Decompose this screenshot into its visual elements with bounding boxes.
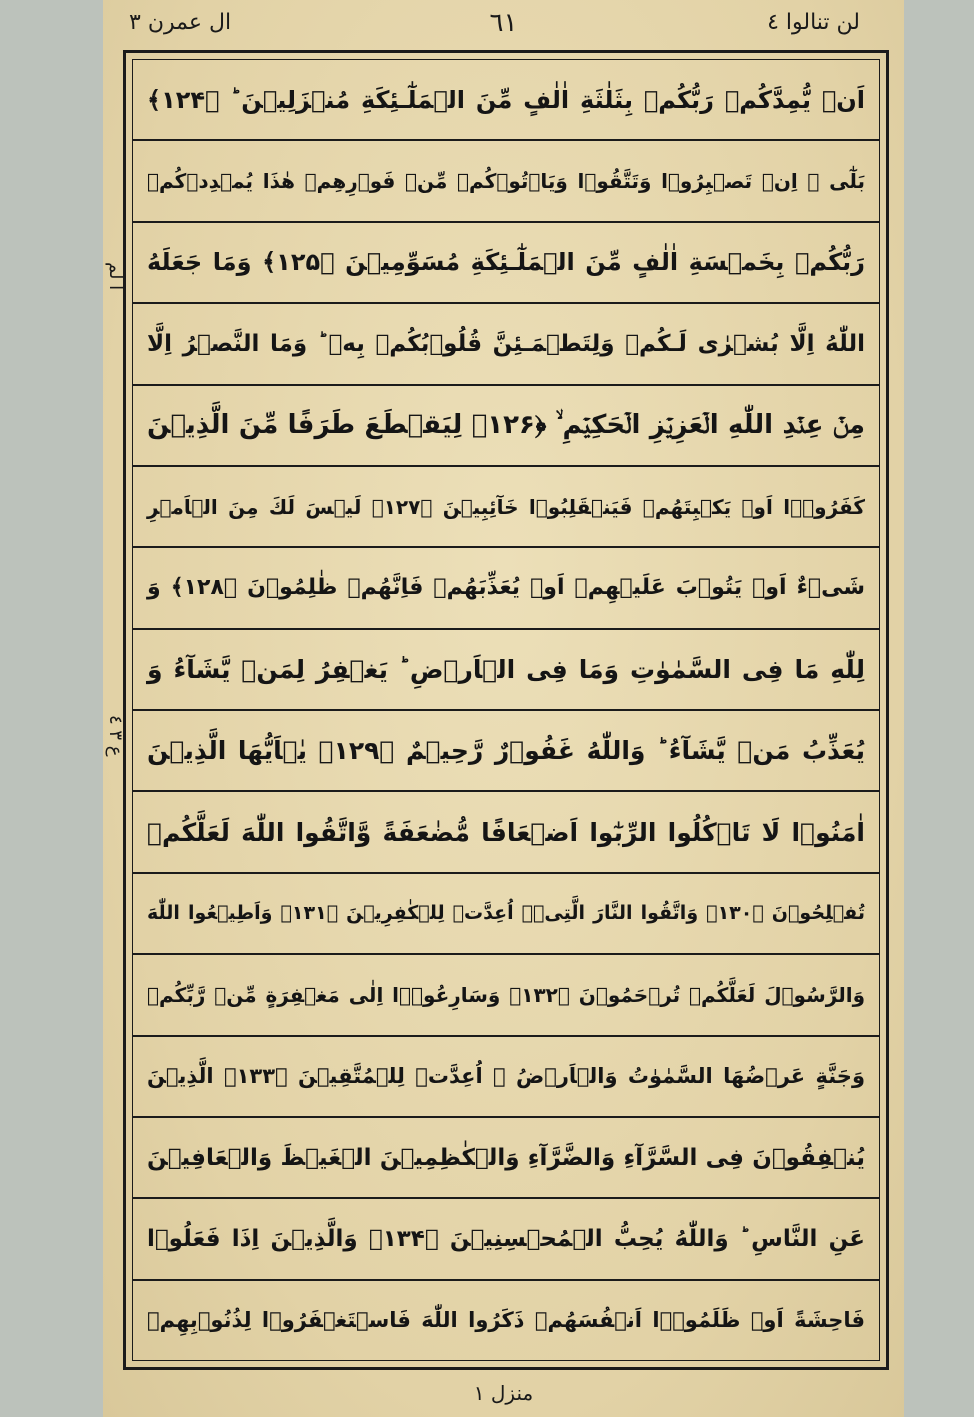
text-line bbox=[133, 386, 879, 467]
verse-text: تُفۡلِحُوۡنَ ﴿۱۳۰﴾ وَاتَّقُوا النَّارَ الَّتِىۡۤ اُعِدَّتۡ لِلۡكٰفِرِيۡنَ ﴿۱۳۱﴾ وَاَطِيۡعُوا اللّٰهَ bbox=[147, 902, 865, 925]
text-line bbox=[133, 60, 879, 141]
text-line bbox=[133, 1118, 879, 1199]
verse-text: وَالرَّسُوۡلَ لَعَلَّكُمۡ تُرۡحَمُوۡنَ ﴿۱۳۲﴾ وَسَارِعُوۡۤا اِلٰى مَغۡفِرَةٍ مِّنۡ رَّبِّكُمۡ bbox=[147, 982, 865, 1007]
text-line bbox=[133, 955, 879, 1036]
verse-text: كَفَرُوۡۤا اَوۡ يَكۡبِتَهُمۡ فَيَنۡقَلِبُوۡا خَآئِبِيۡنَ ﴿۱۲۷﴾ لَيۡسَ لَكَ مِنَ الۡاَمۡرِ bbox=[147, 494, 865, 519]
page-number: ٦١ bbox=[489, 8, 518, 38]
verse-text: فَاحِشَةً اَوۡ ظَلَمُوۡۤا اَنۡفُسَهُمۡ ذَكَرُوا اللّٰهَ فَاسۡتَغۡفَرُوۡا لِذُنُوۡبِهِمۡ bbox=[147, 1308, 865, 1333]
text-line bbox=[133, 467, 879, 548]
margin-note-ruku-top: ا لم bbox=[105, 262, 126, 291]
text-line bbox=[133, 792, 879, 873]
text-line bbox=[133, 630, 879, 711]
text-frame-inner bbox=[132, 59, 880, 1361]
juz-title: لن تنالوا ٤ bbox=[767, 10, 860, 35]
verse-text: يُنۡفِقُوۡنَ فِى السَّرَّآءِ وَالضَّرَّآءِ وَالۡكٰظِمِيۡنَ الۡغَيۡظَ وَالۡعَافِيۡنَ bbox=[147, 1144, 865, 1171]
surah-title: ال عمرن ٣ bbox=[129, 10, 232, 35]
margin-note-ruku-bottom: ع ٣ ٤ bbox=[105, 715, 126, 757]
verse-text: عَنِ النَّاسِ ؕ وَاللّٰهُ يُحِبُّ الۡمُحۡسِنِيۡنَ ﴿۱۳۴﴾ وَالَّذِيۡنَ اِذَا فَعَلُوۡا bbox=[147, 1225, 865, 1252]
text-line bbox=[133, 1037, 879, 1118]
text-frame bbox=[123, 50, 889, 1370]
verse-text: اللّٰهُ اِلَّا بُشۡرٰى لَـكُمۡ وَلِتَطۡمَـئِنَّ قُلُوۡبُكُمۡ بِهٖ ؕ وَمَا النَّصۡرُ اِلَّا bbox=[147, 330, 865, 357]
page-paper bbox=[103, 0, 904, 1417]
verse-text: اٰمَنُوۡا لَا تَاۡكُلُوا الرِّبٰٓوا اَضۡعَافًا مُّضٰعَفَةً وَّاتَّقُوا اللّٰهَ لَعَلَّكُمۡ bbox=[147, 817, 865, 847]
verse-text: لِلّٰهِ مَا فِى السَّمٰوٰتِ وَمَا فِى الۡاَرۡضِ ؕ يَغۡفِرُ لِمَنۡ يَّشَآءُ وَ bbox=[147, 654, 865, 684]
text-line bbox=[133, 304, 879, 385]
text-line bbox=[133, 223, 879, 304]
verse-text: وَجَنَّةٍ عَرۡضُهَا السَّمٰوٰتُ وَالۡاَرۡضُ ۙ اُعِدَّتۡ لِلۡمُتَّقِيۡنَ ﴿۱۳۳﴾ الَّذِيۡنَ bbox=[147, 1064, 865, 1089]
verse-text: مِنۡ عِنۡدِ اللّٰهِ الۡعَزِيۡزِ الۡحَكِيۡمِ ۙ ﴿۱۲۶﴾ لِيَقۡطَعَ طَرَفًا مِّنَ الَّذِيۡنَ bbox=[147, 409, 865, 440]
text-line bbox=[133, 141, 879, 222]
manzil-label: منزل ١ bbox=[473, 1381, 534, 1405]
page-footer bbox=[103, 1381, 904, 1405]
text-line bbox=[133, 1199, 879, 1280]
verse-text: بَلٰٓى ۙ اِنۡ تَصۡبِرُوۡا وَتَتَّقُوۡا وَيَاۡتُوۡكُمۡ مِّنۡ فَوۡرِهِمۡ هٰذَا يُمۡدِدۡكُمۡ bbox=[147, 169, 866, 194]
page-header bbox=[103, 6, 904, 46]
text-line bbox=[133, 874, 879, 955]
verse-text: رَبُّكُمۡ بِخَمۡسَةِ اٰلٰفٍ مِّنَ الۡمَلٰٓـئِكَةِ مُسَوِّمِيۡنَ ﴿۱۲۵﴾ وَمَا جَعَلَهُ bbox=[147, 248, 865, 277]
verse-text: اَنۡ يُّمِدَّكُمۡ رَبُّكُمۡ بِثَلٰثَةِ اٰلٰفٍ مِّنَ الۡمَلٰٓـئِكَةِ مُنۡزَلِيۡنَ ؕ ﴿۱۲۴﴾ bbox=[147, 85, 865, 114]
text-line bbox=[133, 711, 879, 792]
text-line bbox=[133, 548, 879, 629]
text-line bbox=[133, 1281, 879, 1360]
verse-text: يُعَذِّبُ مَنۡ يَّشَآءُ ؕ وَاللّٰهُ غَفُوۡرٌ رَّحِيۡمٌ ﴿۱۲۹﴾ يٰۤاَيُّهَا الَّذِيۡنَ bbox=[147, 736, 866, 766]
verse-text: شَىۡءٌ اَوۡ يَتُوۡبَ عَلَيۡهِمۡ اَوۡ يُعَذِّبَهُمۡ فَاِنَّهُمۡ ظٰلِمُوۡنَ ﴿۱۲۸﴾ وَ bbox=[147, 575, 865, 601]
